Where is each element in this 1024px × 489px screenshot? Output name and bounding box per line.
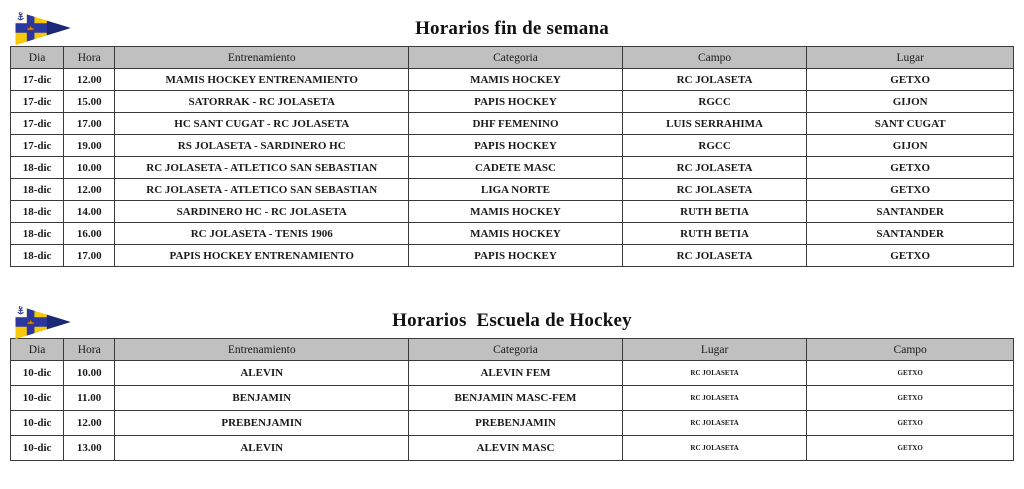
table-row	[11, 69, 1014, 91]
table-cell: MAMIS HOCKEY ENTRENAMIENTO	[115, 69, 409, 91]
header-row	[11, 47, 1014, 69]
column-header: Entrenamiento	[115, 47, 409, 69]
table-cell: RUTH BETIA	[622, 201, 807, 223]
table-row	[11, 201, 1014, 223]
table-cell: GETXO	[807, 157, 1014, 179]
table-cell: PAPIS HOCKEY	[409, 91, 623, 113]
table-cell: GETXO	[807, 361, 1014, 386]
table-row	[11, 91, 1014, 113]
table-cell: RC JOLASETA	[622, 69, 807, 91]
table-cell: 17-dic	[11, 113, 64, 135]
table-cell: GETXO	[807, 386, 1014, 411]
table-cell: CADETE MASC	[409, 157, 623, 179]
table-cell: 17-dic	[11, 135, 64, 157]
table-cell: ALEVIN	[115, 361, 409, 386]
column-header: Categoria	[409, 47, 623, 69]
table-cell: HC SANT CUGAT - RC JOLASETA	[115, 113, 409, 135]
table-row	[11, 386, 1014, 411]
table-cell: 13.00	[64, 436, 115, 461]
column-header: Campo	[622, 47, 807, 69]
table-cell: BENJAMIN	[115, 386, 409, 411]
table-cell: GETXO	[807, 411, 1014, 436]
table-cell: RGCC	[622, 91, 807, 113]
table-cell: ALEVIN MASC	[409, 436, 623, 461]
table-cell: PAPIS HOCKEY	[409, 245, 623, 267]
column-header: Dia	[11, 47, 64, 69]
table-cell: PREBENJAMIN	[409, 411, 623, 436]
table-cell: RC JOLASETA - ATLETICO SAN SEBASTIAN	[115, 179, 409, 201]
table-cell: RC JOLASETA	[622, 245, 807, 267]
table-cell: 10.00	[64, 157, 115, 179]
column-header: Categoria	[409, 339, 623, 361]
section2-header	[10, 294, 1014, 338]
table-cell: GETXO	[807, 245, 1014, 267]
table-row	[11, 245, 1014, 267]
table-cell: 15.00	[64, 91, 115, 113]
table-cell: 14.00	[64, 201, 115, 223]
table-cell: PAPIS HOCKEY ENTRENAMIENTO	[115, 245, 409, 267]
column-header: Lugar	[807, 47, 1014, 69]
table-cell: 12.00	[64, 179, 115, 201]
table-row	[11, 436, 1014, 461]
table-cell: 18-dic	[11, 179, 64, 201]
weekend-table-body	[11, 69, 1014, 267]
table-cell: 10-dic	[11, 436, 64, 461]
table-cell: 16.00	[64, 223, 115, 245]
column-header: Hora	[64, 47, 115, 69]
table-cell: PREBENJAMIN	[115, 411, 409, 436]
table-cell: MAMIS HOCKEY	[409, 201, 623, 223]
table-cell: MAMIS HOCKEY	[409, 223, 623, 245]
table-row	[11, 361, 1014, 386]
section1-title: Horarios fin de semana	[415, 18, 609, 39]
table-cell: 19.00	[64, 135, 115, 157]
table-cell: 18-dic	[11, 223, 64, 245]
table-cell: 12.00	[64, 411, 115, 436]
table-cell: RC JOLASETA	[622, 157, 807, 179]
table-cell: 10-dic	[11, 411, 64, 436]
column-header: Entrenamiento	[115, 339, 409, 361]
table-cell: GIJON	[807, 135, 1014, 157]
weekend-schedule-table	[10, 46, 1014, 267]
section1-header	[10, 0, 1014, 46]
table-cell: RC JOLASETA	[622, 436, 807, 461]
table-cell: ALEVIN FEM	[409, 361, 623, 386]
table-cell: RS JOLASETA - SARDINERO HC	[115, 135, 409, 157]
table-cell: LIGA NORTE	[409, 179, 623, 201]
table-cell: GETXO	[807, 436, 1014, 461]
table-cell: SARDINERO HC - RC JOLASETA	[115, 201, 409, 223]
table-cell: SANTANDER	[807, 223, 1014, 245]
table-cell: 10-dic	[11, 386, 64, 411]
table-cell: 10-dic	[11, 361, 64, 386]
table-cell: 12.00	[64, 69, 115, 91]
table-row	[11, 135, 1014, 157]
table-cell: 18-dic	[11, 201, 64, 223]
table-cell: 17-dic	[11, 91, 64, 113]
table-cell: ALEVIN	[115, 436, 409, 461]
table-cell: PAPIS HOCKEY	[409, 135, 623, 157]
table-cell: RC JOLASETA	[622, 386, 807, 411]
hockey-school-table-head	[11, 339, 1014, 361]
table-cell: 11.00	[64, 386, 115, 411]
table-cell: GETXO	[807, 69, 1014, 91]
table-cell: 17.00	[64, 245, 115, 267]
column-header: Hora	[64, 339, 115, 361]
section-hockey-school	[0, 294, 1024, 461]
table-cell: SANTANDER	[807, 201, 1014, 223]
table-cell: SATORRAK - RC JOLASETA	[115, 91, 409, 113]
table-cell: RUTH BETIA	[622, 223, 807, 245]
table-cell: SANT CUGAT	[807, 113, 1014, 135]
table-cell: RC JOLASETA	[622, 411, 807, 436]
table-cell: RC JOLASETA - ATLETICO SAN SEBASTIAN	[115, 157, 409, 179]
table-cell: 18-dic	[11, 245, 64, 267]
table-row	[11, 157, 1014, 179]
table-cell: MAMIS HOCKEY	[409, 69, 623, 91]
section2-title: Horarios Escuela de Hockey	[392, 310, 632, 331]
hockey-school-table-body	[11, 361, 1014, 461]
table-cell: 17.00	[64, 113, 115, 135]
table-cell: GIJON	[807, 91, 1014, 113]
table-row	[11, 179, 1014, 201]
column-header: Dia	[11, 339, 64, 361]
table-cell: 10.00	[64, 361, 115, 386]
table-cell: RC JOLASETA	[622, 361, 807, 386]
table-row	[11, 411, 1014, 436]
table-cell: LUIS SERRAHIMA	[622, 113, 807, 135]
table-cell: GETXO	[807, 179, 1014, 201]
table-cell: RC JOLASETA - TENIS 1906	[115, 223, 409, 245]
column-header: Lugar	[622, 339, 807, 361]
table-cell: RGCC	[622, 135, 807, 157]
table-cell: RC JOLASETA	[622, 179, 807, 201]
weekend-table-head	[11, 47, 1014, 69]
table-cell: 17-dic	[11, 69, 64, 91]
column-header: Campo	[807, 339, 1014, 361]
header-row	[11, 339, 1014, 361]
table-cell: BENJAMIN MASC-FEM	[409, 386, 623, 411]
table-row	[11, 223, 1014, 245]
table-row	[11, 113, 1014, 135]
hockey-school-schedule-table	[10, 338, 1014, 461]
table-cell: 18-dic	[11, 157, 64, 179]
table-cell: DHF FEMENINO	[409, 113, 623, 135]
